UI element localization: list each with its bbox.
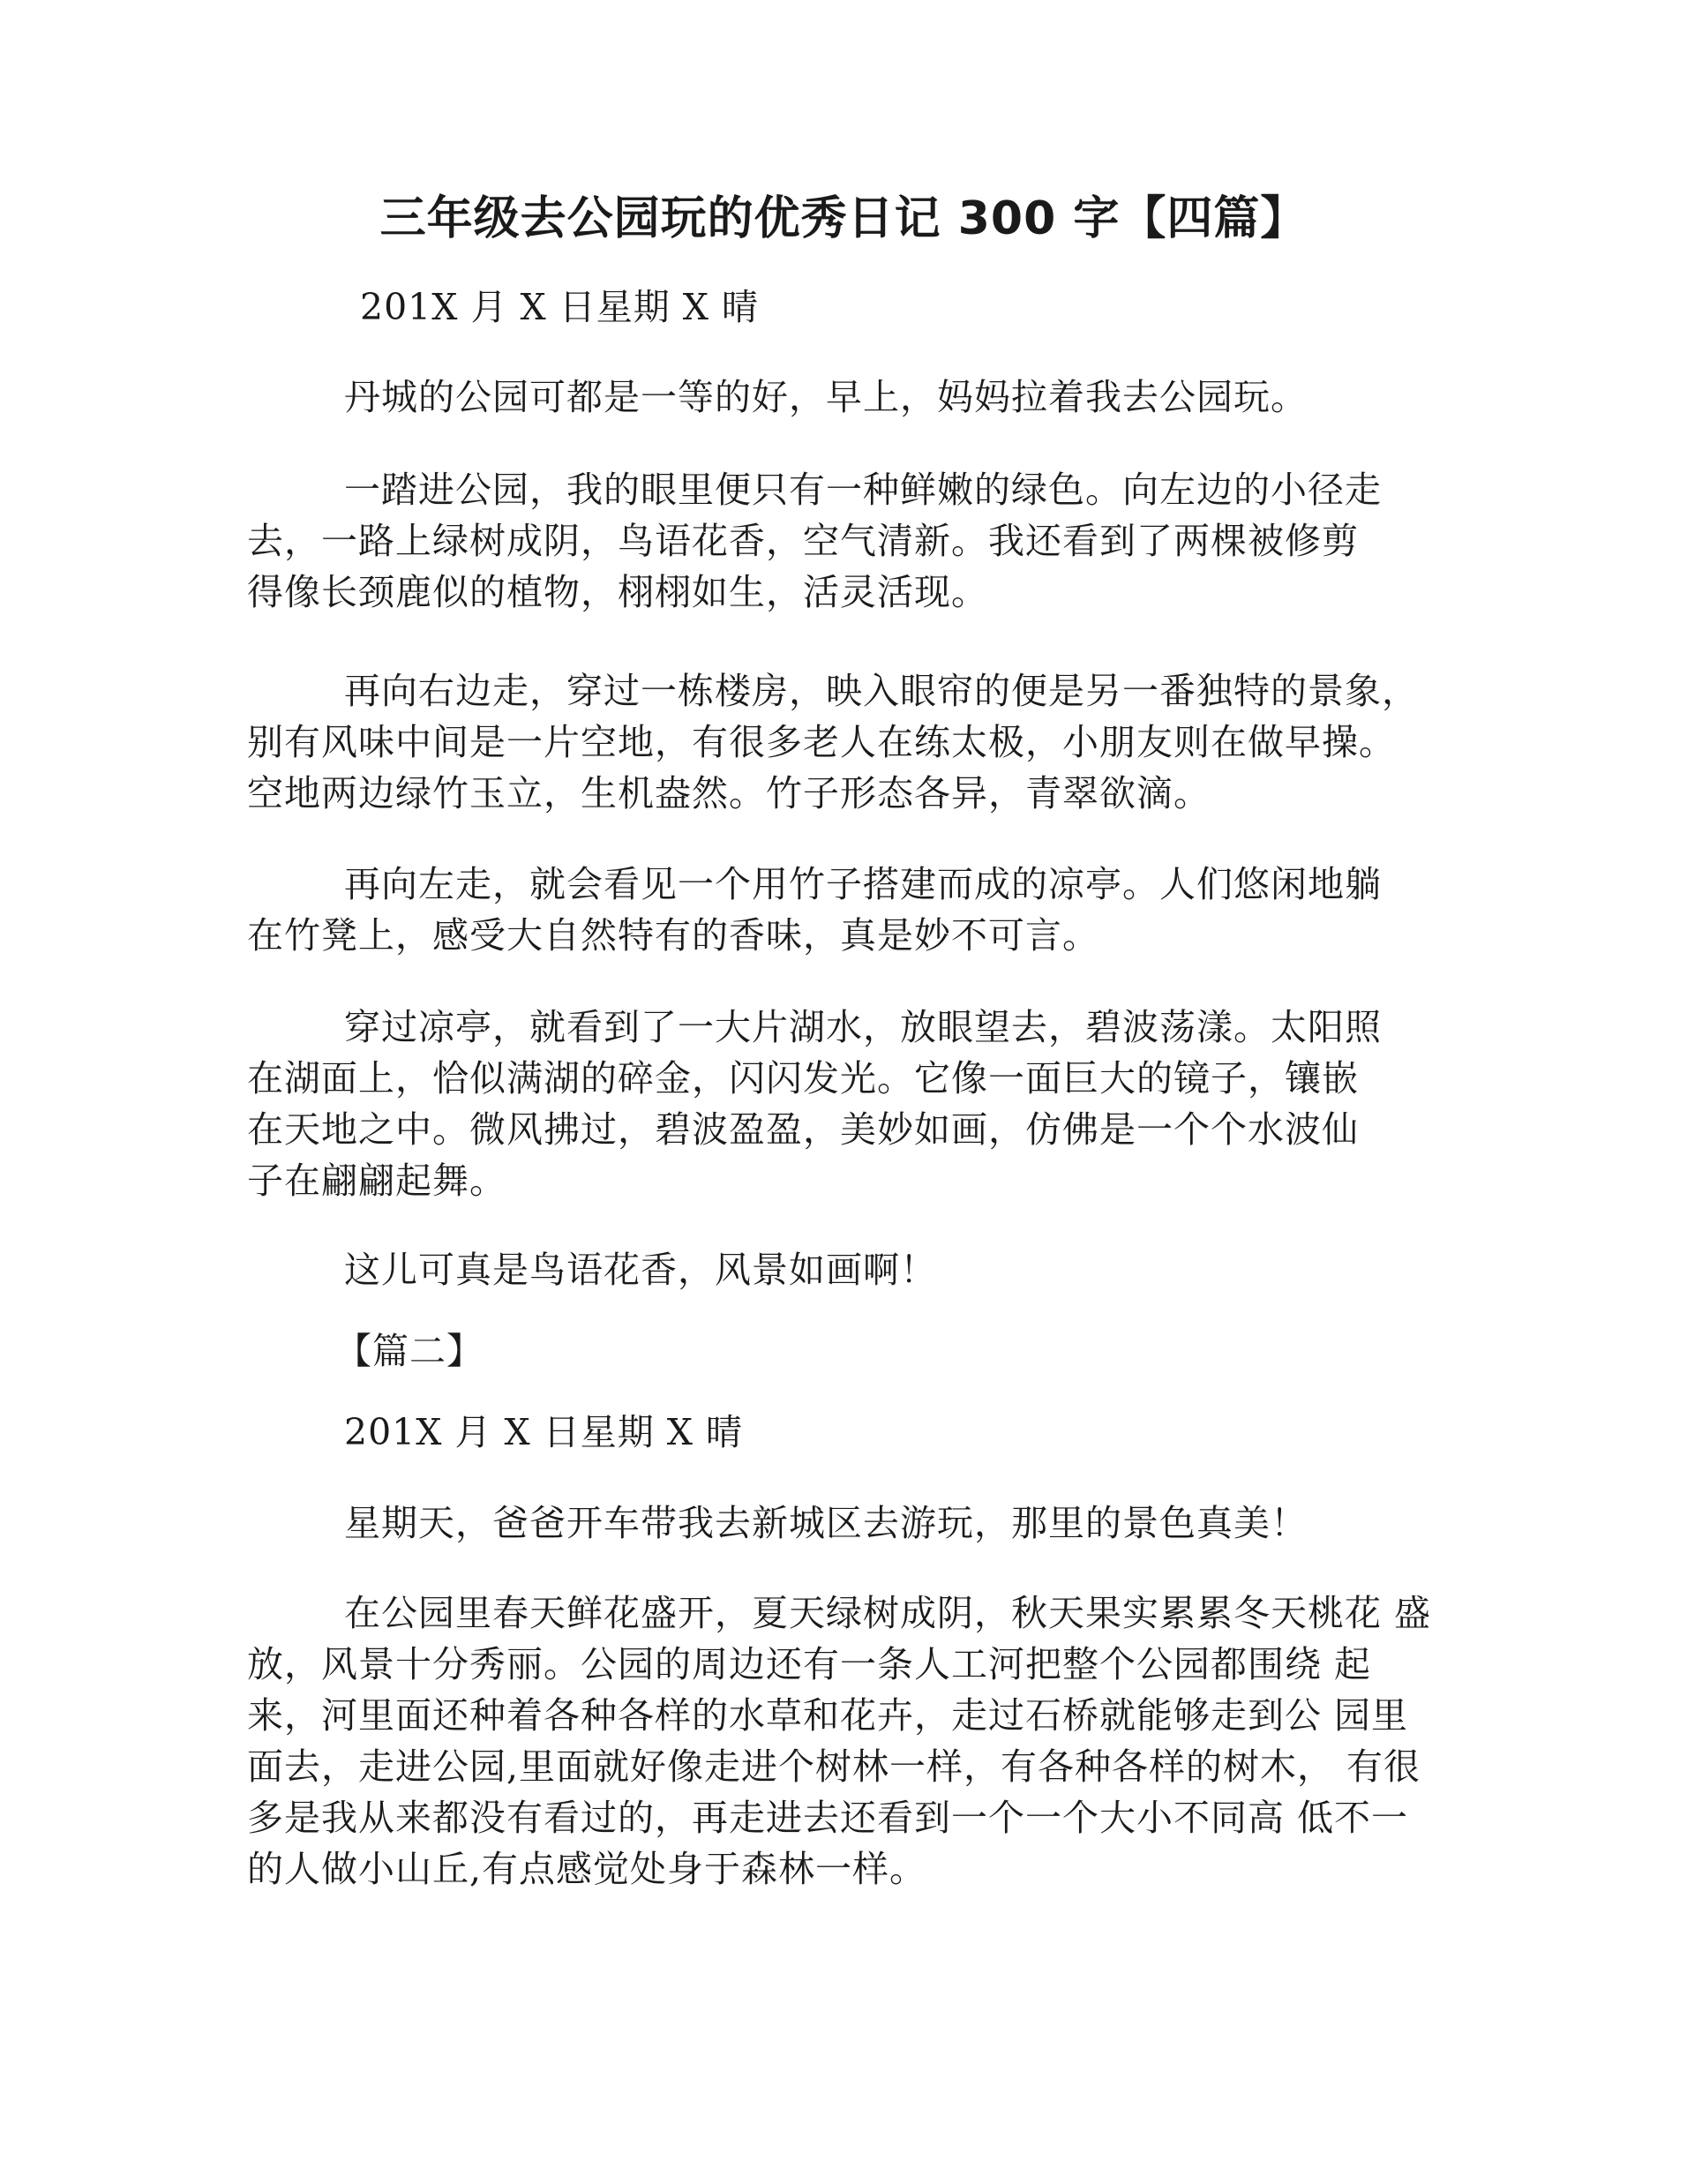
- paragraph-line: 在湖面上，恰似满湖的碎金，闪闪发光。它像一面巨大的镜子，镶嵌: [247, 1057, 1359, 1100]
- paragraph-line: 空地两边绿竹玉立，生机盎然。竹子形态各异，青翠欲滴。: [247, 772, 1211, 814]
- paragraph-line: 在公园里春天鲜花盛开，夏天绿树成阴，秋天果实累累冬天桃花 盛: [344, 1592, 1432, 1634]
- diary-date: 201X 月 X 日星期 X 晴: [344, 1411, 743, 1453]
- paragraph-line: 再向左走，就会看见一个用竹子搭建而成的凉亭。人们悠闲地躺: [344, 863, 1382, 905]
- paragraph-line: 的人做小山丘,有点感觉处身于森林一样。: [247, 1848, 927, 1890]
- diary-date: 201X 月 X 日星期 X 晴: [360, 286, 759, 328]
- paragraph-line: 丹城的公园可都是一等的好，早上，妈妈拉着我去公园玩。: [344, 376, 1308, 418]
- paragraph-line: 这儿可真是鸟语花香，风景如画啊！: [344, 1249, 937, 1291]
- paragraph-line: 星期天，爸爸开车带我去新城区去游玩，那里的景色真美！: [344, 1502, 1308, 1544]
- document-title: 三年级去公园玩的优秀日记 300 字【四篇】: [379, 192, 1308, 245]
- paragraph-line: 去，一路上绿树成阴，鸟语花香，空气清新。我还看到了两棵被修剪: [247, 520, 1359, 562]
- paragraph-line: 来，河里面还种着各种各样的水草和花卉，走过石桥就能够走到公 园里: [247, 1694, 1409, 1737]
- paragraph-line: 多是我从来都没有看过的，再走进去还看到一个一个大小不同高 低不一: [247, 1797, 1409, 1839]
- paragraph-line: 放，风景十分秀丽。公园的周边还有一条人工河把整个公园都围绕 起: [247, 1643, 1372, 1685]
- paragraph-line: 一踏进公园，我的眼里便只有一种鲜嫩的绿色。向左边的小径走: [344, 469, 1382, 511]
- paragraph-line: 在竹凳上，感受大自然特有的香味，真是妙不可言。: [247, 914, 1099, 957]
- paragraph-line: 面去，走进公园,里面就好像走进个树林一样，有各种各样的树木， 有很: [247, 1745, 1421, 1788]
- section-heading: 【篇二】: [335, 1330, 484, 1372]
- paragraph-line: 在天地之中。微风拂过，碧波盈盈，美妙如画，仿佛是一个个水波仙: [247, 1108, 1359, 1151]
- paragraph-line: 穿过凉亭，就看到了一大片湖水，放眼望去，碧波荡漾。太阳照: [344, 1006, 1382, 1048]
- paragraph-line: 别有风味中间是一片空地，有很多老人在练太极，小朋友则在做早操。: [247, 721, 1396, 763]
- paragraph-line: 得像长颈鹿似的植物，栩栩如生，活灵活现。: [247, 571, 988, 613]
- paragraph-line: 再向右边走，穿过一栋楼房，映入眼帘的便是另一番独特的景象，: [344, 670, 1419, 712]
- paragraph-line: 子在翩翩起舞。: [247, 1160, 506, 1202]
